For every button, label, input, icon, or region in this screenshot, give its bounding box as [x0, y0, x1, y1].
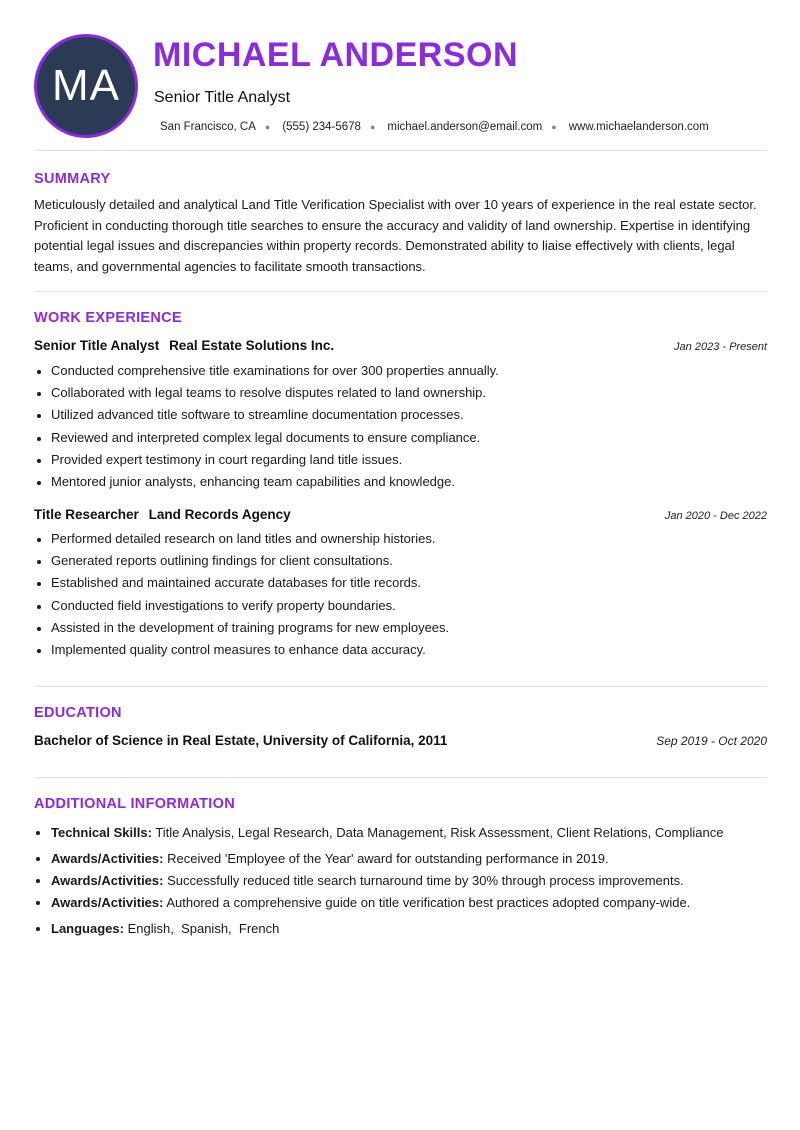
avatar-initials: MA	[52, 61, 120, 110]
info-text: Successfully reduced title search turnaround time by 30% through process improvements.	[167, 873, 684, 888]
experience-heading: WORK EXPERIENCE	[34, 310, 182, 326]
list-item: • Established and maintained accurate databases for title records.	[51, 572, 767, 594]
info-text: Authored a comprehensive guide on title verification best practices adopted company-wide.	[166, 895, 691, 910]
list-item: • Provided expert testimony in court regarding land title issues.	[51, 449, 767, 471]
contact-phone[interactable]: (555) 234-5678	[282, 121, 361, 133]
job-title	[34, 338, 334, 353]
education-entry	[34, 733, 767, 748]
info-label: Awards/Activities:	[51, 873, 164, 888]
info-text: Title Analysis, Legal Research, Data Management, Risk Assessment, Client Relations, Compliance	[155, 825, 724, 840]
job-company: Land Records Agency	[148, 507, 291, 522]
info-label: Awards/Activities:	[51, 895, 164, 910]
list-item: • Implemented quality control measures to enhance data accuracy.	[51, 639, 767, 661]
divider	[34, 291, 767, 292]
info-label: Awards/Activities:	[51, 851, 164, 866]
divider	[34, 686, 767, 687]
list-item: • Assisted in the development of training programs for new employees.	[51, 617, 767, 639]
list-item	[51, 848, 767, 870]
bullet-separator-icon: ●	[264, 122, 271, 132]
education-dates: Sep 2019 - Oct 2020	[656, 734, 767, 748]
job-role: Senior Title Analyst	[34, 338, 160, 353]
list-item: • Generated reports outlining findings for client consultations.	[51, 550, 767, 572]
education-heading: EDUCATION	[34, 705, 122, 721]
contact-website[interactable]: www.michaelanderson.com	[568, 121, 709, 133]
list-item: • Conducted field investigations to verify property boundaries.	[51, 595, 767, 617]
job-header	[34, 507, 767, 522]
divider	[34, 777, 767, 778]
job-company: Real Estate Solutions Inc.	[169, 338, 335, 353]
list-item	[51, 918, 767, 940]
list-item: • Performed detailed research on land titles and ownership histories.	[51, 528, 767, 550]
list-item	[51, 870, 767, 892]
list-item	[51, 892, 767, 914]
list-item: • Collaborated with legal teams to resolve disputes related to land ownership.	[51, 382, 767, 404]
job-title	[34, 507, 291, 522]
list-item: • Reviewed and interpreted complex legal documents to ensure compliance.	[51, 427, 767, 449]
contact-bar	[160, 121, 709, 133]
info-text: Received 'Employee of the Year' award for outstanding performance in 2019.	[167, 851, 609, 866]
list-item: • Utilized advanced title software to streamline documentation processes.	[51, 404, 767, 426]
contact-email[interactable]: michael.anderson@email.com	[387, 121, 543, 133]
info-text: English, Spanish, French	[127, 921, 280, 936]
additional-list	[34, 822, 767, 940]
info-label: Languages:	[51, 921, 124, 936]
additional-heading: ADDITIONAL INFORMATION	[34, 796, 235, 812]
job-bullets	[34, 360, 767, 493]
list-item	[51, 822, 767, 844]
summary-heading: SUMMARY	[34, 171, 111, 187]
summary-text: Meticulously detailed and analytical Land Title Verification Specialist with over 10 years of experience in the real estate sector. Proficient in conducting thorough title searches to ensure the accuracy and validity of land ownership. Expertise in identifying potential legal issues and discrepancies within property records. Demonstrated ability to liaise effectively with clients, legal teams, and governmental agencies to facilitate smooth transactions.	[34, 197, 757, 274]
candidate-name: MICHAEL ANDERSON	[153, 36, 519, 74]
bullet-separator-icon: ●	[551, 122, 557, 132]
job-dates: Jan 2023 - Present	[674, 341, 767, 353]
avatar	[34, 34, 138, 138]
job-bullets	[34, 528, 767, 661]
education-degree: Bachelor of Science in Real Estate, University of California, 2011	[34, 733, 448, 748]
list-item: • Mentored junior analysts, enhancing team capabilities and knowledge.	[51, 471, 767, 493]
contact-location: San Francisco, CA	[160, 121, 256, 133]
job-header	[34, 338, 767, 353]
job-dates: Jan 2020 - Dec 2022	[664, 510, 767, 522]
list-item: • Conducted comprehensive title examinations for over 300 properties annually.	[51, 360, 767, 382]
divider	[34, 150, 767, 151]
candidate-title: Senior Title Analyst	[154, 89, 291, 106]
job-role: Title Researcher	[34, 507, 139, 522]
bullet-separator-icon: ●	[369, 122, 376, 132]
info-label: Technical Skills:	[51, 825, 152, 840]
